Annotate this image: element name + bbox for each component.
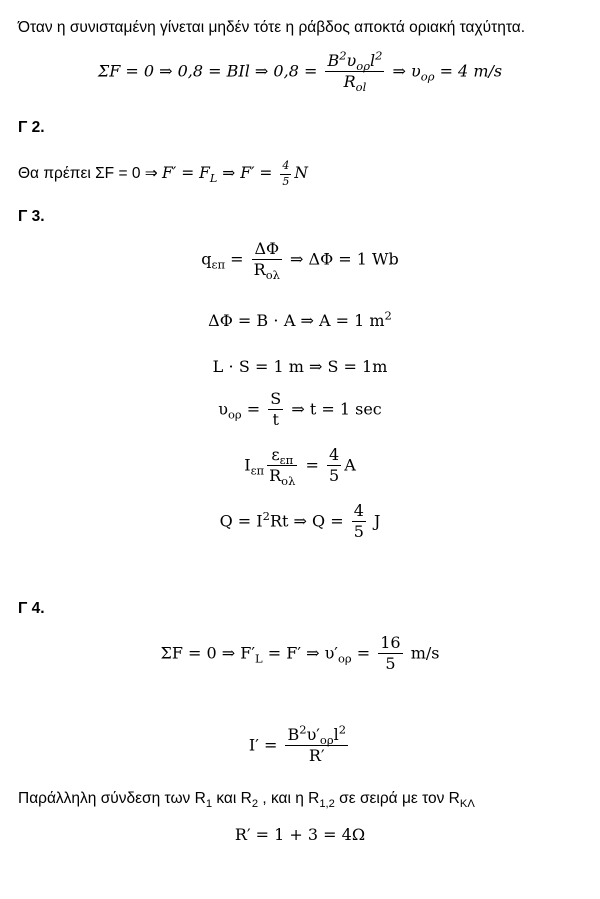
g3-current-equation: $I_{\varepsilon\pi}$ $\frac{\varepsilon_{\varepsilon\pi}}{R_{o\lambda}}$ = $\frac{4}{5}$ A (244, 445, 356, 489)
g4-current-equation: I′ = $\frac{B^2\upsilon'_{o\rho}l^2}{R'}$ (248, 722, 347, 766)
g4-resistance-equation: R′ = 1 + 3 = 4Ω (234, 825, 366, 844)
heading-g4: Γ 4. (18, 600, 45, 617)
g2-equation: Θα πρέπει ΣF = 0 ⇒ $F' = F_L$ ⇒ F′ = $\frac{4}{5}$ N (18, 159, 308, 188)
heading-g3: Γ 3. (18, 208, 45, 225)
equation-limit-velocity: ΣF = 0 ⇒ 0,8 = BIl ⇒ 0,8 = $\frac{B^2\upsilon_{o\rho}l^2}{R_{ol}}$ ⇒ $\upsilon_{o\rho} = 4$ m/s (97, 48, 503, 95)
heading-g2: Γ 2. (18, 119, 45, 136)
g3-heat-equation: $Q = I^2Rt$ ⇒ Q = $\frac{4}{5}$ J (219, 501, 381, 542)
g3-charge-equation: $q_{\varepsilon\pi}$ = $\frac{\Delta\Phi}{R_{o\lambda}}$ ⇒ ΔΦ = 1 Wb (201, 239, 399, 283)
g4-velocity-equation: ΣF = 0 ⇒ $F'_L = F'$ ⇒ $\upsilon'_{o\rho}$ = $\frac{16}{5}$ m/s (160, 633, 440, 674)
g3-length-equation: L ⋅ S = 1 m ⇒ S = 1m (212, 357, 388, 376)
g4-circuit-description: Παράλληλη σύνδεση των $R_1$ και $R_2$ , και η $R_{1,2}$ σε σειρά με τον $R_{K\Lambda}$ (18, 790, 475, 811)
g3-velocity-equation: $\upsilon_{o\rho}$ = $\frac{S}{t}$ ⇒ t = 1 sec (218, 389, 382, 430)
intro-text: Όταν η συνισταμένη γίνεται μηδέν τότε η ράβδος αποκτά οριακή ταχύτητα. (18, 19, 526, 36)
g3-flux-equation: ΔΦ = B ⋅ A ⇒ A = 1 $m^2$ (208, 308, 392, 330)
